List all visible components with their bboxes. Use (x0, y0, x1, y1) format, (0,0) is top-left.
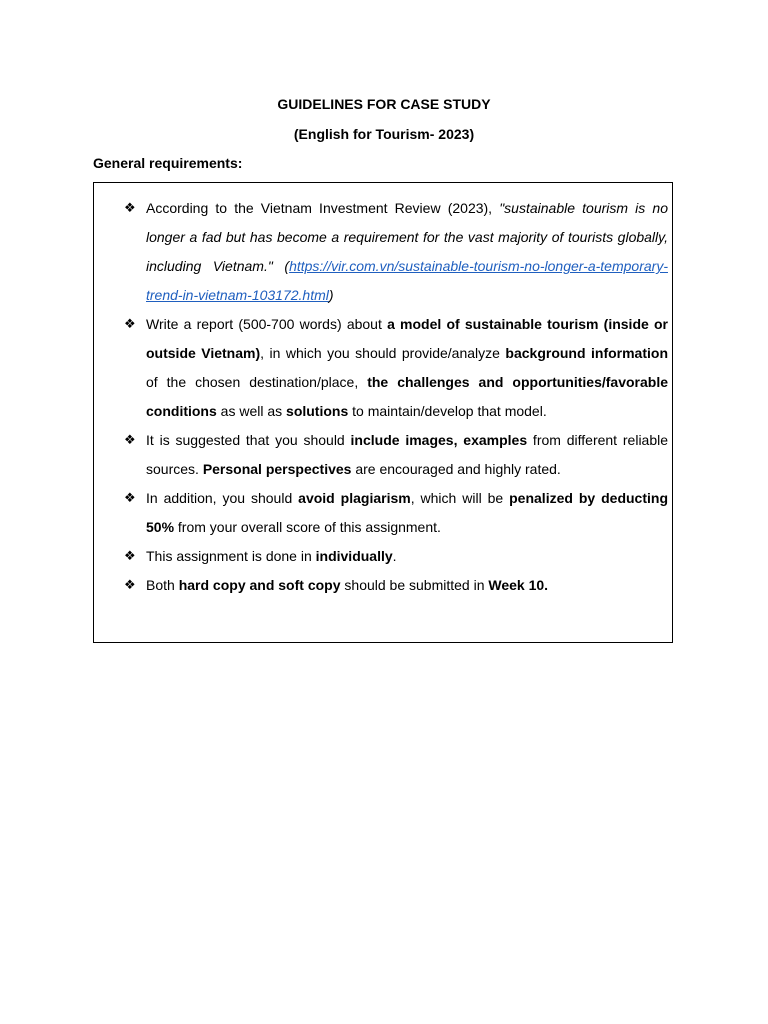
item-text: as well as (216, 403, 287, 419)
diamond-bullet-icon: ❖ (124, 433, 136, 448)
item-bold: background information (505, 345, 669, 361)
document-title: GUIDELINES FOR CASE STUDY (277, 96, 491, 112)
section-heading: General requirements: (93, 155, 243, 171)
item-bold: solutions (286, 403, 349, 419)
diamond-bullet-icon: ❖ (124, 578, 136, 593)
item-text: should be submitted in (340, 577, 489, 593)
item-text: According to the Vietnam Investment Review (2023), (146, 200, 500, 216)
list-item (124, 484, 669, 542)
item-text: It is suggested that you should (146, 432, 351, 448)
item-text: to maintain/develop that model. (348, 403, 547, 419)
requirements-list (124, 194, 669, 600)
item-text: In addition, you should (146, 490, 299, 506)
list-item (124, 194, 668, 310)
diamond-bullet-icon: ❖ (124, 201, 136, 216)
item-bold: penalized by deducting 50% (146, 490, 669, 535)
list-item (124, 426, 669, 484)
item-bold: include images, examples (350, 432, 528, 448)
quote-text: "sustainable tourism is no longer a fad but has become a requirement for the vast majority of tourists globally, including Vietnam." (146, 200, 668, 274)
item-bold: Personal perspectives (202, 461, 352, 477)
diamond-bullet-icon: ❖ (124, 549, 136, 564)
paren-open: ( (272, 258, 290, 274)
source-link[interactable]: https://vir.com.vn/sustainable-tourism-no-longer-a-temporary-trend-in-vietnam-103172.html (146, 258, 668, 303)
list-item (124, 310, 669, 426)
item-text: from different reliable sources. (146, 432, 669, 477)
item-text: from your overall score of this assignment. (174, 519, 441, 535)
item-bold: the challenges and opportunities/favorable conditions (146, 374, 668, 419)
paren-close: ) (328, 287, 334, 303)
item-bold: individually (315, 548, 393, 564)
item-text: Write a report (500-700 words) about (146, 316, 388, 332)
item-text: . (392, 548, 397, 564)
item-bold: Week 10. (488, 577, 549, 593)
list-item (124, 571, 668, 600)
item-bold: a model of sustainable tourism (inside or outside Vietnam) (146, 316, 668, 361)
item-text: are encouraged and highly rated. (351, 461, 561, 477)
item-text: , which will be (410, 490, 510, 506)
diamond-bullet-icon: ❖ (124, 491, 136, 506)
item-text: Both (146, 577, 179, 593)
item-text: of the chosen destination/place, (146, 374, 368, 390)
item-text: This assignment is done in (146, 548, 316, 564)
item-bold: avoid plagiarism (298, 490, 411, 506)
item-bold: hard copy and soft copy (178, 577, 341, 593)
list-item (124, 542, 668, 571)
diamond-bullet-icon: ❖ (124, 317, 136, 332)
item-text: , in which you should provide/analyze (260, 345, 506, 361)
requirements-box (93, 182, 673, 643)
document-subtitle: (English for Tourism- 2023) (293, 126, 475, 142)
